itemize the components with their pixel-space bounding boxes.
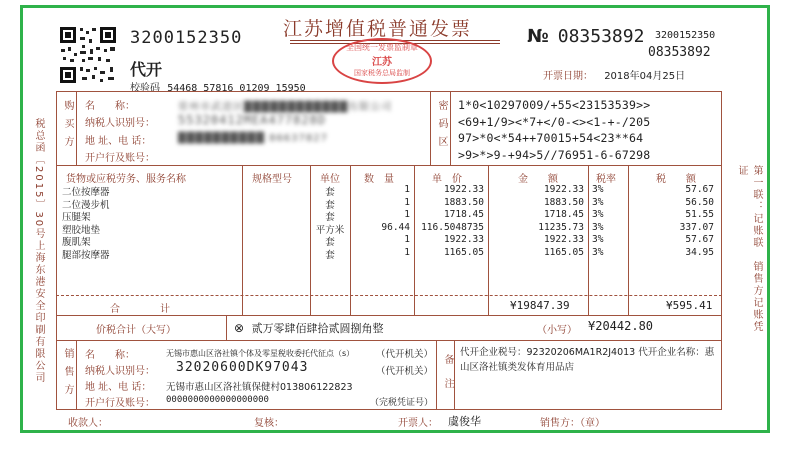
seller-bank-label: 开户行及账号： (85, 398, 155, 409)
grid-line (56, 315, 722, 316)
cell-rate: 3% (592, 246, 604, 258)
issue-date: 2018年04月25日 (604, 71, 686, 82)
grid-line (450, 91, 451, 165)
grand-total-capital: 贰万零肆佰肆拾贰圆捌角整 (251, 322, 384, 335)
cell-unit: 套 (325, 212, 335, 223)
cell-amount: 11235.73 (538, 221, 584, 233)
seller-name-suffix: （代开机关） (376, 349, 434, 360)
cell-amount: 1718.45 (543, 209, 584, 220)
cell-qty: 1 (404, 184, 410, 195)
issue-date-row (543, 67, 685, 82)
seller-bank-suffix: （完税凭证号） (370, 398, 434, 408)
number-symbol: № (527, 26, 549, 47)
cell-name: 腹肌架 (62, 237, 91, 248)
cell-tax: 57.67 (685, 184, 714, 195)
cell-qty: 1 (404, 209, 410, 220)
cell-unit: 套 (325, 187, 335, 198)
cell-amount: 1922.33 (543, 234, 584, 245)
cell-rate: 3% (592, 209, 604, 220)
buyer-taxid-label: 纳税人识别号： (85, 118, 155, 129)
grand-total-small-value: ¥20442.80 (588, 319, 654, 333)
cell-unit: 套 (325, 249, 335, 261)
cell-rate: 3% (592, 221, 604, 233)
grand-total-capital-row (234, 320, 384, 336)
grid-line (226, 315, 227, 340)
cell-price: 1922.33 (443, 184, 484, 195)
seller-stamp-label: 销售方：（章） (540, 418, 605, 429)
cell-tax: 337.07 (679, 221, 714, 233)
cell-name: 腿部按摩器 (62, 249, 110, 261)
invoice-code-right: 3200152350 (655, 30, 716, 41)
issuer-type: 代开 (130, 60, 163, 79)
grid-line (436, 340, 437, 410)
password-line: >9>*>9-+94>5//76951-6-67298 (458, 147, 651, 162)
cell-amount: 1922.33 (543, 184, 584, 195)
circle-x-icon: ⊗ (234, 321, 245, 335)
password-line: 1*0<10297009/+55<23153539>> (458, 98, 651, 112)
col-header-tax: 税 额 (656, 174, 696, 185)
cell-rate: 3% (592, 196, 604, 208)
seller-bank-value: 0000000000000000000 (166, 395, 269, 405)
grid-line (56, 165, 722, 166)
grid-line (76, 340, 77, 410)
remark-section-label: 备注 (442, 354, 453, 402)
seller-taxid-value: 32020600DK97043 (176, 360, 309, 375)
invoice-code-top: 3200152350 (130, 28, 243, 48)
invoice-title: 江苏增值税普通发票 (283, 18, 473, 40)
cell-rate: 3% (592, 234, 604, 245)
issuer-value: 虞俊华 (448, 415, 481, 428)
total-dash-line (56, 295, 722, 296)
total-tax: ¥595.41 (666, 299, 713, 312)
grid-line (242, 165, 243, 315)
issue-date-label: 开票日期： (543, 71, 593, 82)
grid-line (628, 165, 629, 315)
cell-unit: 平方米 (315, 224, 345, 236)
cell-amount: 1165.05 (543, 246, 584, 258)
buyer-taxid-value: 55320412MEA477828D (178, 113, 327, 127)
cell-tax: 34.95 (685, 246, 714, 258)
issuer-label: 开票人： (398, 418, 438, 429)
grid-line (310, 165, 311, 315)
total-amount: ¥19847.39 (510, 299, 570, 312)
buyer-addr-value: ██████████ 86637827 (178, 133, 328, 144)
cell-unit: 套 (325, 237, 335, 248)
cell-qty: 1 (404, 196, 410, 208)
cell-price: 1718.45 (443, 209, 484, 220)
grid-line (414, 165, 415, 315)
cell-price: 1922.33 (443, 234, 484, 245)
invoice-number-right: 08353892 (648, 45, 711, 60)
cell-price: 116.5048735 (421, 221, 484, 233)
cell-qty: 1 (404, 246, 410, 258)
col-header-name: 货物或应税劳务、服务名称 (66, 174, 186, 185)
remark-text: 代开企业税号：92320206MA1R2J4013 代开企业名称：惠山区洛社镇类发体育用品店 (460, 347, 715, 373)
copy-side-text: 第一联：记账联 销售方记账凭证 (736, 165, 762, 333)
buyer-section-label: 购买方 (62, 100, 73, 154)
buyer-name-label: 名 称： (85, 101, 135, 112)
seal-province: 江苏 (372, 57, 392, 68)
grid-line (430, 91, 431, 165)
grid-line (350, 165, 351, 315)
seller-name-value: 无锡市惠山区洛社镇个体及零星税收委托代征点（s） (166, 349, 355, 358)
grand-total-small-label: （小写） (537, 325, 577, 336)
cell-tax: 51.55 (685, 209, 714, 220)
password-line: <69+1/9><*7+</0-<><1-+-/205 (458, 114, 651, 129)
col-header-amount: 金 额 (518, 174, 558, 185)
cell-unit: 套 (325, 199, 335, 211)
printer-side-text: 税总函〔2015〕30号上海东港安全印刷有限公司 (33, 118, 44, 385)
cell-rate: 3% (592, 184, 604, 195)
password-line: 97>*0<*54++70015+54<23**64 (458, 131, 644, 145)
check-code-label: 校验码 (130, 83, 160, 94)
cell-amount: 1883.50 (543, 196, 584, 208)
grid-line (488, 165, 489, 315)
qr-code (58, 25, 118, 85)
cell-price: 1883.50 (443, 196, 484, 208)
seller-addr-label: 地 址、电 话： (85, 382, 152, 393)
grand-total-label: 价税合计（大写） (96, 325, 176, 336)
cell-tax: 56.50 (685, 196, 714, 208)
cell-price: 1165.05 (443, 246, 484, 258)
col-header-spec: 规格型号 (252, 174, 292, 185)
grid-line (56, 340, 722, 341)
cell-name: 二位按摩器 (62, 187, 110, 198)
password-block (458, 97, 650, 163)
cell-tax: 57.67 (685, 234, 714, 245)
seller-addr-value: 无锡市惠山区洛社镇保健村013806122823 (166, 382, 353, 393)
cell-qty: 1 (404, 234, 410, 245)
payee-label: 收款人： (68, 418, 108, 429)
seller-section-label: 销售方 (62, 348, 73, 402)
total-label: 合 计 (110, 304, 170, 315)
check-code-value: 54468 57816 01209 15950 (167, 83, 306, 94)
seller-taxid-suffix: （代开机关） (376, 366, 434, 377)
seller-taxid-label: 纳税人识别号： (85, 366, 155, 377)
seller-name-label: 名 称： (85, 350, 135, 361)
seal-bottom: 国家税务总局监制 (354, 69, 410, 77)
grid-line (588, 165, 589, 315)
reviewer-label: 复核： (254, 418, 284, 429)
grid-line (76, 91, 77, 165)
cell-name: 塑胶地垫 (62, 224, 101, 236)
col-header-rate: 税率 (596, 174, 616, 185)
buyer-name-value: 常州市武进区████████████有限公司 (178, 102, 393, 113)
cell-name: 二位漫步机 (62, 199, 110, 211)
password-section-label: 密码区 (436, 100, 447, 154)
invoice-number-row (527, 26, 644, 47)
buyer-addr-label: 地 址、电 话： (85, 136, 152, 147)
buyer-bank-label: 开户行及账号： (85, 153, 155, 164)
col-header-price: 单 价 (432, 174, 462, 185)
supervision-seal (332, 38, 432, 84)
col-header-unit: 单位 (320, 174, 340, 185)
invoice-number: 08353892 (557, 26, 645, 47)
col-header-qty: 数 量 (364, 174, 394, 185)
seal-text: 全国统一发票监制章 (346, 43, 418, 52)
cell-name: 压腿架 (62, 212, 91, 223)
cell-qty: 96.44 (381, 221, 410, 233)
